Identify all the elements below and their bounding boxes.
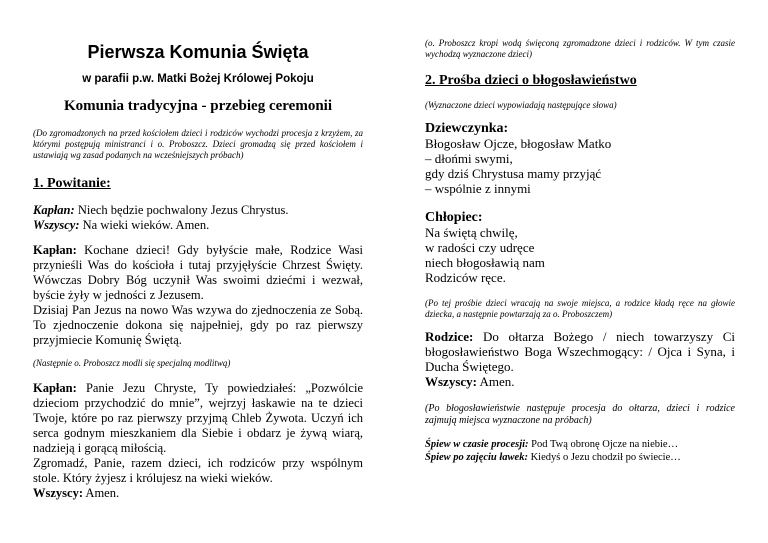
section-heading-blessing: 2. Prośba dzieci o błogosławieństwo	[425, 73, 637, 88]
songs	[425, 438, 735, 464]
sprinkling-note: (o. Proboszcz kropi wodą święconą zgromadzone dzieci i rodziców. W tym czasie wychodzą wyznaczone dzieci)	[425, 38, 735, 59]
parents-blessing: Rodzice: Do ołtarza Bożego / niech towarzyszy Ci błogosławieństwo Boga Wszechmogący: / Ojca i Syna, i Ducha Świętego. Wszyscy: Amen.	[425, 329, 735, 389]
priest-prayer: Kapłan: Panie Jezu Chryste, Ty powiedziałeś: „Pozwólcie dzieciom przychodzić do mnie”, wejrzyj łaskawie na te dzieci Twoje, które po raz pierwszy przyjmą Chleb Żywota. Uczyń ich serca godnym mieszkaniem dla Siebie i obdarz je żywą wiarą, nadzieją i gorącą miłością. Zgromadź, Panie, razem dzieci, ich rodziców przy wspólnym stole. Który żyjesz i królujesz na wieki wieków. Wszyscy: Amen.	[33, 381, 363, 500]
speaker-label: Kapłan:	[33, 243, 77, 257]
boy-verse: Chłopiec: Na świętą chwilę, w radości czy udręce niech błogosławią nam Rodziców ręce.	[425, 210, 735, 285]
all-response: Wszyscy: Na wieki wieków. Amen.	[33, 218, 210, 232]
speaker-label: Wszyscy:	[425, 374, 477, 389]
page-title: Pierwsza Komunia Święta	[87, 42, 309, 62]
prayer-note: (Następnie o. Proboszcz modli się specjalną modlitwą)	[33, 358, 231, 368]
speaker-label: Dziewczynka:	[425, 121, 509, 136]
procession-song: Śpiew w czasie procesji: Pod Twą obronę Ojcze na niebie…	[425, 439, 679, 450]
section-heading-greeting: 1. Powitanie:	[33, 176, 111, 191]
greeting-exchange	[33, 203, 363, 233]
intro-note: (Do zgromadzonych na przed kościołem dzieci i rodziców wychodzi procesja z krzyżem, za którymi postępują ministranci i o. Proboszcz. Dzieci gromadzą się przed kościołem i ustawiają wg zasad podanych na wcześniejszych próbach)	[33, 128, 363, 160]
girl-verse: Dziewczynka: Błogosław Ojcze, błogosław Matko – dłońmi swymi, gdy dziś Chrystusa mamy przyjąć – wspólnie z innymi	[425, 121, 735, 196]
pews-song: Śpiew po zajęciu ławek: Kiedyś o Jezu chodził po świecie…	[425, 452, 681, 463]
parish-line: w parafii p.w. Matki Bożej Królowej Pokoju	[82, 73, 314, 85]
return-note: (Po tej prośbie dzieci wracają na swoje miejsca, a rodzice kładą ręce na głowie dziecka, a następnie powtarzają za o. Proboszczem)	[425, 298, 735, 319]
ceremony-subtitle: Komunia tradycyjna - przebieg ceremonii	[63, 98, 332, 114]
chosen-children-note: (Wyznaczone dzieci wypowiadają następujące słowa)	[425, 100, 617, 110]
procession-note: (Po błogosławieństwie następuje procesja do ołtarza, dzieci i rodzice zajmują miejsca wyznaczone na próbach)	[425, 403, 735, 426]
speaker-label: Wszyscy:	[33, 486, 83, 500]
speaker-label: Rodzice:	[425, 329, 474, 344]
speaker-label: Chłopiec:	[425, 210, 483, 225]
speaker-label: Wszyscy:	[33, 218, 80, 232]
priest-address: Kapłan: Kochane dzieci! Gdy byłyście małe, Rodzice Wasi przynieśli Was do kościoła i tutaj przyjęłyście Chrzest Święty. Wówczas Dobry Bóg uczynił Was swoimi dziećmi i wezwał, byście żyły w jedności z Jezusem. Dzisiaj Pan Jezus na nowo Was wzywa do zjednoczenia ze Sobą. To zjednoczenie dokona się najpełniej, gdy po raz pierwszy przyjmiecie Komunię Świętą.	[33, 243, 363, 347]
speaker-label: Kapłan:	[33, 381, 77, 395]
priest-greeting: Kapłan: Niech będzie pochwalony Jezus Chrystus.	[33, 203, 289, 217]
speaker-label: Kapłan:	[33, 203, 75, 217]
